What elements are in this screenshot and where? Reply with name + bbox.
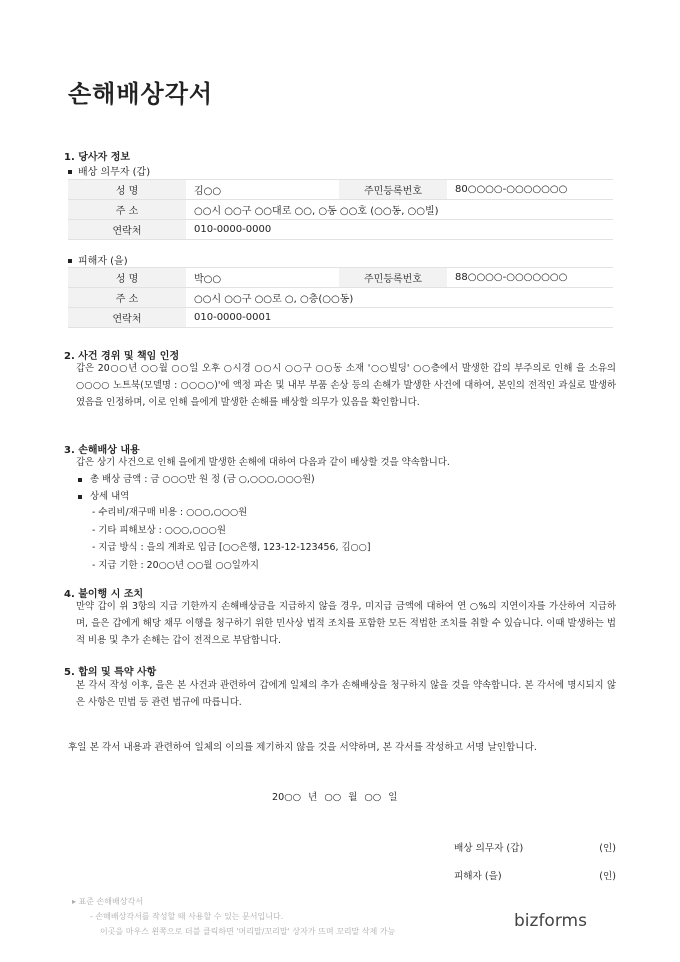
bullet-square-icon [78, 495, 82, 499]
party-b-name-label: 성 명 [68, 268, 186, 288]
list-item: - 지급 기한 : 20○○년 ○○월 ○○일까지 [92, 559, 259, 571]
party-a-contact-value: 010-0000-0000 [186, 220, 613, 240]
footnote-line-1: - 손해배상각서를 작성할 때 사용할 수 있는 문서입니다. [90, 912, 284, 921]
seal-mark: (인) [599, 843, 616, 854]
party-b-table [68, 267, 613, 328]
bullet-square-icon [78, 478, 82, 482]
party-b-addr-value: ○○시 ○○구 ○○로 ○, ○층(○○동) [186, 288, 613, 308]
party-b-contact-value: 010-0000-0001 [186, 308, 613, 328]
list-item: - 기타 피해보상 : ○○○,○○○원 [92, 524, 226, 536]
bizforms-logo [512, 906, 602, 934]
party-a-table [68, 179, 613, 240]
section-2-heading: 2. 사건 경위 및 책임 인정 [64, 351, 180, 362]
party-a-addr-value: ○○시 ○○구 ○○대로 ○○, ○동 ○○호 (○○동, ○○빌) [186, 200, 613, 220]
list-item: 총 배상 금액 : 금 ○○○만 원 정 (금 ○,○○○,○○○원) [78, 471, 315, 488]
footnote-line-2: 이곳을 마우스 왼쪽으로 더블 클릭하면 '머리말/꼬리말' 상자가 뜨며 꼬리말 삭제 가능 [100, 927, 396, 936]
party-b-name-value: 박○○ [186, 268, 339, 288]
list-item: - 수리비/재구매 비용 : ○○○,○○○원 [92, 507, 248, 518]
party-b-label: 피해자 (을) [68, 252, 128, 267]
signature-party-b [454, 868, 616, 882]
section-1-heading: 1. 당사자 정보 [64, 152, 131, 163]
party-a-reg-value: 80○○○○-○○○○○○○ [447, 180, 613, 200]
signature-label: 피해자 (을) [454, 871, 502, 882]
party-a-addr-label: 주 소 [68, 200, 186, 220]
list-item: - 지급 방식 : 을의 계좌로 입금 [○○은행, 123-12-123456, 김○○] [92, 542, 371, 553]
signature-label: 배상 의무자 (갑) [454, 843, 524, 854]
party-a-contact-label: 연락처 [68, 220, 186, 240]
closing-statement: 후일 본 각서 내용과 관련하여 일체의 이의를 제기하지 않을 것을 서약하며, 본 각서를 작성하고 서명 날인합니다. [68, 742, 537, 753]
logo-text: bizforms [514, 911, 587, 931]
seal-mark: (인) [599, 871, 616, 882]
section-3-heading: 3. 손해배상 내용 [64, 445, 140, 456]
document-title: 손해배상각서 [68, 80, 214, 108]
section-4-heading: 4. 불이행 시 조치 [64, 589, 144, 600]
list-item: 상세 내역 [78, 488, 315, 505]
section-5-heading: 5. 합의 및 특약 사항 [64, 667, 157, 678]
section-5-body: 본 각서 작성 이후, 을은 본 사건과 관련하여 갑에게 일체의 추가 손해배상을 청구하지 않을 것을 약속합니다. 본 각서에 명시되지 않은 사항은 민법 등 관련 법규에 따릅니다. [76, 680, 616, 708]
section-3-intro: 갑은 상기 사건으로 인해 을에게 발생한 손해에 대하여 다음과 같이 배상할 것을 약속합니다. [76, 457, 450, 468]
party-b-reg-value: 88○○○○-○○○○○○○ [447, 268, 613, 288]
party-a-reg-label: 주민등록번호 [339, 180, 447, 200]
date-line: 20○○ 년 ○○ 월 ○○ 일 [272, 792, 398, 803]
party-b-contact-label: 연락처 [68, 308, 186, 328]
section-3-list [78, 471, 315, 505]
party-a-name-label: 성 명 [68, 180, 186, 200]
section-2-body: 갑은 20○○년 ○○월 ○○일 오후 ○시경 ○○시 ○○구 ○○동 소재 '○○빌딩' ○○층에서 발생한 갑의 부주의로 인해 을 소유의 ○○○○ 노트북(모델명 : ○○○○)'에 액정 파손 및 내부 부품 손상 등의 손해가 발생한 사건에 대하여, 본인의 전적인 과실로 발생하였음을 인정하며, 이로 인해 을에게 발생한 손해를 배상할 의무가 있음을 확인합니다. [76, 363, 616, 408]
party-b-addr-label: 주 소 [68, 288, 186, 308]
party-b-reg-label: 주민등록번호 [339, 268, 447, 288]
footnote-title: ▸ 표준 손해배상각서 [72, 897, 143, 906]
signature-party-a [454, 840, 616, 854]
party-a-label: 배상 의무자 (갑) [68, 163, 150, 178]
bullet-square-icon [68, 259, 72, 263]
party-a-name-value: 김○○ [186, 180, 339, 200]
section-3-details [92, 504, 371, 574]
bullet-square-icon [68, 170, 72, 174]
section-4-body: 만약 갑이 위 3항의 지급 기한까지 손해배상금을 지급하지 않을 경우, 미지급 금액에 대하여 연 ○%의 지연이자를 가산하여 지급하며, 을은 갑에게 해당 채무 이행을 청구하기 위한 민사상 법적 조치를 포함한 모든 적법한 조치를 취할 수 있습니다. 이때 발생하는 법적 비용 및 추가 손해는 갑이 전적으로 부담합니다. [76, 601, 616, 646]
